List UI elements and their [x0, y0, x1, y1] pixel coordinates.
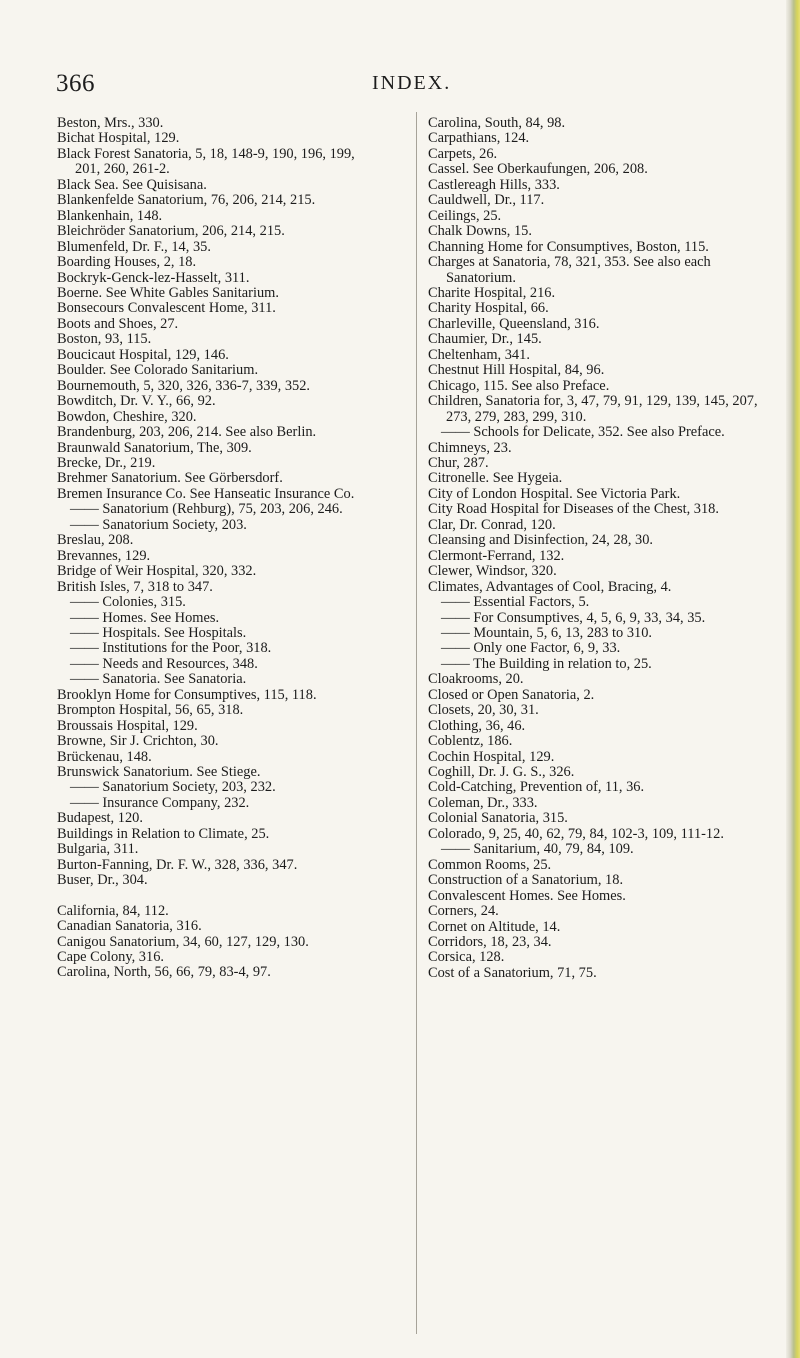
index-entry: Brandenburg, 203, 206, 214. See also Berlin. [57, 424, 317, 441]
index-entry: Brecke, Dr., 219. [57, 454, 156, 471]
index-entry: Clermont-Ferrand, 132. [428, 547, 565, 564]
index-entry: Carolina, North, 56, 66, 79, 83-4, 97. [57, 964, 271, 981]
index-entry: Charite Hospital, 216. [428, 284, 556, 301]
index-entry: Broussais Hospital, 129. [57, 717, 198, 734]
index-entry: California, 84, 112. [57, 902, 169, 919]
index-entry: Citronelle. See Hygeia. [428, 470, 563, 487]
index-entry: Boulder. See Colorado Sanitarium. [57, 362, 259, 379]
index-column-left [57, 116, 379, 981]
index-entry: Buser, Dr., 304. [57, 872, 148, 889]
index-entry: Budapest, 120. [57, 810, 143, 827]
index-entry: Carpathians, 124. [428, 130, 530, 147]
index-entry: Clothing, 36, 46. [428, 717, 526, 734]
index-subentry: —— Hospitals. See Hospitals. [69, 624, 247, 641]
index-subentry: —— Sanatorium (Rehburg), 75, 203, 206, 246. [69, 501, 343, 518]
index-entry: Children, Sanatoria for, 3, 47, 79, 91, 129, 139, 145, 207, 273, 279, 283, 299, 310. [428, 393, 758, 425]
index-subentry: —— Sanatorium Society, 203. [69, 516, 247, 533]
index-subentry: —— For Consumptives, 4, 5, 6, 9, 33, 34, 35. [440, 609, 706, 626]
index-entry: Blumenfeld, Dr. F., 14, 35. [57, 238, 211, 255]
index-entry: Cold-Catching, Prevention of, 11, 36. [428, 779, 645, 796]
index-entry: Black Sea. See Quisisana. [57, 176, 207, 193]
index-entry: Bridge of Weir Hospital, 320, 332. [57, 563, 257, 580]
index-entry: Common Rooms, 25. [428, 856, 552, 873]
index-entry: Bleichröder Sanatorium, 206, 214, 215. [57, 223, 285, 240]
index-subentry: —— Mountain, 5, 6, 13, 283 to 310. [440, 624, 653, 641]
index-column-right [428, 116, 762, 981]
index-entry: Burton-Fanning, Dr. F. W., 328, 336, 347. [57, 856, 298, 873]
index-entry: Convalescent Homes. See Homes. [428, 887, 626, 904]
index-entry: Buildings in Relation to Climate, 25. [57, 825, 270, 842]
column-divider [416, 112, 417, 1334]
index-entry: Boarding Houses, 2, 18. [57, 254, 197, 271]
index-entry: Cochin Hospital, 129. [428, 748, 555, 765]
index-entry: Browne, Sir J. Crichton, 30. [57, 733, 219, 750]
page-number: 366 [56, 70, 95, 97]
index-entry: Canadian Sanatoria, 316. [57, 918, 202, 935]
index-entry: Chimneys, 23. [428, 439, 512, 456]
index-entry: Coghill, Dr. J. G. S., 326. [428, 764, 575, 781]
index-entry: Cost of a Sanatorium, 71, 75. [428, 964, 597, 981]
index-entry: Charges at Sanatoria, 78, 321, 353. See also each Sanatorium. [428, 254, 711, 286]
index-entry: City of London Hospital. See Victoria Park. [428, 485, 681, 502]
index-entry: Cleansing and Disinfection, 24, 28, 30. [428, 532, 654, 549]
index-entry: Chestnut Hill Hospital, 84, 96. [428, 362, 605, 379]
index-entry: Bonsecours Convalescent Home, 311. [57, 300, 276, 317]
index-subentry: —— The Building in relation to, 25. [440, 655, 652, 672]
index-entry: Corridors, 18, 23, 34. [428, 934, 552, 951]
index-entry: Colonial Sanatoria, 315. [428, 810, 568, 827]
index-entry: Castlereagh Hills, 333. [428, 176, 560, 193]
index-subentry: —— Homes. See Homes. [69, 609, 220, 626]
index-entry: Carolina, South, 84, 98. [428, 115, 566, 131]
index-entry: Bichat Hospital, 129. [57, 130, 180, 147]
index-subentry: —— Sanatorium Society, 203, 232. [69, 779, 276, 796]
index-subentry: —— Institutions for the Poor, 318. [69, 640, 272, 657]
index-entry: Boston, 93, 115. [57, 331, 152, 348]
index-entry: Bremen Insurance Co. See Hanseatic Insurance Co. [57, 485, 355, 502]
index-entry: Cheltenham, 341. [428, 346, 530, 363]
index-entry: Bulgaria, 311. [57, 841, 139, 858]
index-entry: Ceilings, 25. [428, 207, 502, 224]
index-entry: Cape Colony, 316. [57, 949, 164, 966]
index-entry: Brückenau, 148. [57, 748, 152, 765]
index-entry: Construction of a Sanatorium, 18. [428, 872, 624, 889]
index-entry: Cassel. See Oberkaufungen, 206, 208. [428, 161, 648, 178]
index-entry: Boerne. See White Gables Sanitarium. [57, 284, 279, 301]
index-entry: Bournemouth, 5, 320, 326, 336-7, 339, 352. [57, 377, 311, 394]
index-entry: Coblentz, 186. [428, 733, 513, 750]
index-subentry: —— Colonies, 315. [69, 594, 186, 611]
index-entry: Brevannes, 129. [57, 547, 151, 564]
index-entry: Breslau, 208. [57, 532, 134, 549]
index-subentry: —— Sanitarium, 40, 79, 84, 109. [440, 841, 634, 858]
index-subentry: —— Needs and Resources, 348. [69, 655, 258, 672]
index-subentry: —— Insurance Company, 232. [69, 794, 250, 811]
index-entry: Blankenfelde Sanatorium, 76, 206, 214, 215. [57, 192, 316, 209]
index-entry: City Road Hospital for Diseases of the Chest, 318. [428, 501, 719, 518]
index-entry: Coleman, Dr., 333. [428, 794, 538, 811]
index-entry: Charity Hospital, 66. [428, 300, 549, 317]
index-entry: Brunswick Sanatorium. See Stiege. [57, 764, 261, 781]
index-entry: Boots and Shoes, 27. [57, 315, 179, 332]
index-subentry: —— Sanatoria. See Sanatoria. [69, 671, 247, 688]
index-entry: Clar, Dr. Conrad, 120. [428, 516, 556, 533]
index-entry: Blankenhain, 148. [57, 207, 163, 224]
index-entry: Bockryk-Genck-lez-Hasselt, 311. [57, 269, 250, 286]
index-entry: Brooklyn Home for Consumptives, 115, 118. [57, 686, 317, 703]
page-header [0, 70, 800, 100]
running-head: INDEX. [372, 72, 452, 94]
index-entry: Braunwald Sanatorium, The, 309. [57, 439, 252, 456]
index-entry: Corners, 24. [428, 903, 499, 920]
index-entry: Bowdon, Cheshire, 320. [57, 408, 197, 425]
index-entry: Black Forest Sanatoria, 5, 18, 148-9, 190, 196, 199, 201, 260, 261-2. [57, 145, 355, 178]
index-entry: Closed or Open Sanatoria, 2. [428, 686, 595, 703]
index-entry: Cauldwell, Dr., 117. [428, 192, 545, 209]
index-entry: Canigou Sanatorium, 34, 60, 127, 129, 130. [57, 933, 309, 950]
index-entry: Charleville, Queensland, 316. [428, 315, 600, 332]
index-entry: Cloakrooms, 20. [428, 671, 524, 688]
index-entry: Corsica, 128. [428, 949, 505, 966]
index-entry: Cornet on Altitude, 14. [428, 918, 561, 935]
index-entry: Chalk Downs, 15. [428, 223, 532, 240]
index-entry: Brehmer Sanatorium. See Görbersdorf. [57, 470, 283, 487]
index-entry: British Isles, 7, 318 to 347. [57, 578, 213, 595]
index-entry: Chicago, 115. See also Preface. [428, 377, 610, 394]
index-entry: Climates, Advantages of Cool, Bracing, 4. [428, 578, 672, 595]
index-entry: Colorado, 9, 25, 40, 62, 79, 84, 102-3, 109, 111-12. [428, 825, 724, 842]
index-entry: Chur, 287. [428, 454, 489, 471]
index-entry: Channing Home for Consumptives, Boston, 115. [428, 238, 709, 255]
index-entry: Brompton Hospital, 56, 65, 318. [57, 702, 244, 719]
page-edge [786, 0, 800, 1358]
index-entry: Bowditch, Dr. V. Y., 66, 92. [57, 393, 216, 410]
index-subentry: —— Essential Factors, 5. [440, 594, 590, 611]
index-entry: Closets, 20, 30, 31. [428, 702, 539, 719]
index-entry: Carpets, 26. [428, 145, 498, 162]
index-entry: Clewer, Windsor, 320. [428, 563, 557, 580]
index-subentry: —— Only one Factor, 6, 9, 33. [440, 640, 621, 657]
index-entry: Chaumier, Dr., 145. [428, 331, 542, 348]
index-entry: Boucicaut Hospital, 129, 146. [57, 346, 229, 363]
index-subentry: —— Schools for Delicate, 352. See also Preface. [440, 424, 725, 441]
index-entry: Beston, Mrs., 330. [57, 115, 164, 131]
